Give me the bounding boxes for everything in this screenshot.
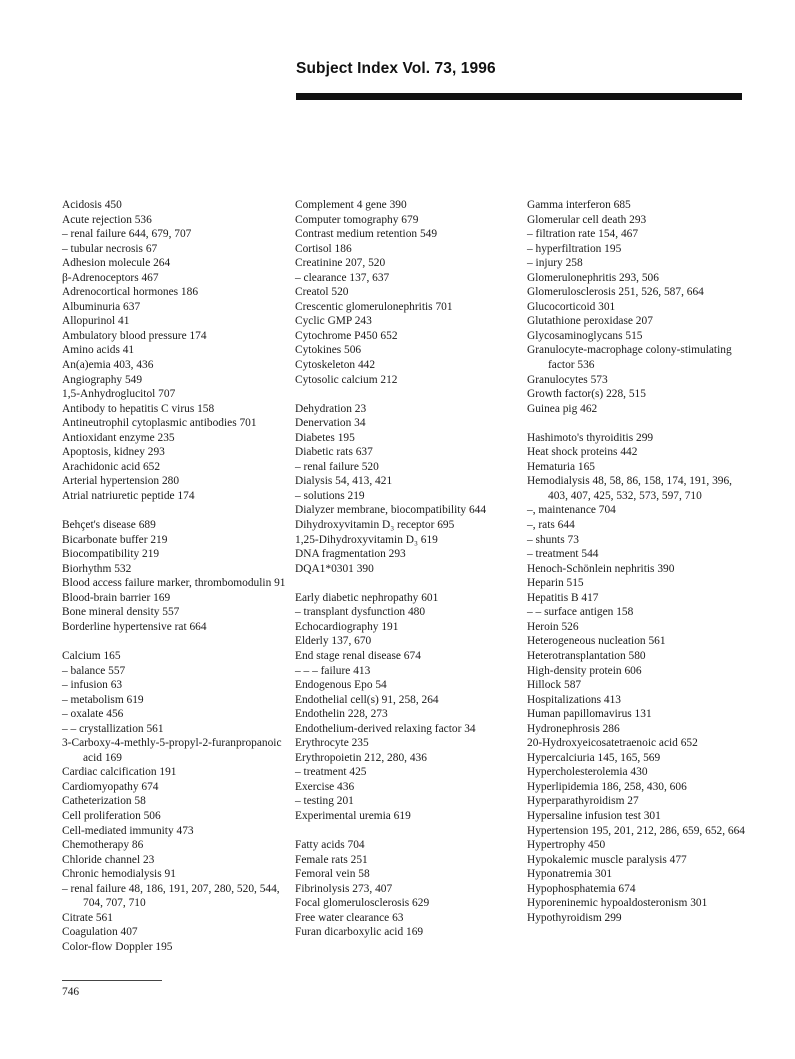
index-entry: Chronic hemodialysis 91 [62, 868, 176, 881]
index-entry: Hypophosphatemia 674 [527, 882, 636, 895]
index-entry: Hypothyroidism 299 [527, 911, 622, 924]
index-entry: Hyporeninemic hypoaldosteronism 301 [527, 897, 708, 910]
index-entry: Hypercholesterolemia 430 [527, 766, 648, 779]
index-entry: Heterogeneous nucleation 561 [527, 635, 666, 648]
index-entry: Cytochrome P450 652 [295, 329, 398, 342]
index-entry: – renal failure 48, 186, 191, 207, 280, 520, 544, 704, 707, 710 [62, 882, 280, 910]
index-entry: Antibody to hepatitis C virus 158 [62, 402, 215, 415]
index-entry: Calcium 165 [62, 649, 121, 662]
index-entry: Free water clearance 63 [295, 911, 404, 924]
index-entry: Cortisol 186 [295, 242, 352, 255]
index-entry: Cell-mediated immunity 473 [62, 824, 194, 837]
index-entry: Cyclic GMP 243 [295, 315, 372, 328]
index-entry: Cytokines 506 [295, 344, 362, 357]
index-entry: Fibrinolysis 273, 407 [295, 882, 393, 895]
index-entry: Female rats 251 [295, 853, 368, 866]
index-entry: Borderline hypertensive rat 664 [62, 620, 207, 633]
index-entry: Cell proliferation 506 [62, 809, 161, 822]
index-entry: – testing 201 [295, 795, 354, 808]
index-entry: Ambulatory blood pressure 174 [62, 329, 207, 342]
index-entry: Blood access failure marker, thrombomodulin 91 [62, 577, 286, 590]
index-entry: Human papillomavirus 131 [527, 708, 652, 721]
index-entry: β-Adrenoceptors 467 [62, 271, 159, 284]
index-entry: Glomerulonephritis 293, 506 [527, 271, 659, 284]
index-entry: Echocardiography 191 [295, 620, 399, 633]
index-entry: High-density protein 606 [527, 664, 642, 677]
index-entry: Behçet's disease 689 [62, 519, 156, 532]
index-entry: Dialyzer membrane, biocompatibility 644 [295, 504, 487, 517]
index-entry: 3-Carboxy-4-methly-5-propyl-2-furanpropanoic acid 169 [62, 737, 282, 764]
index-entry: – – – failure 413 [295, 664, 371, 677]
page-number: 746 [62, 986, 80, 998]
index-entry: DQA1*0301 390 [295, 562, 374, 575]
index-entry: Diabetic rats 637 [295, 446, 373, 459]
index-entry: Hashimoto's thyroiditis 299 [527, 431, 654, 444]
index-entry: Complement 4 gene 390 [295, 199, 407, 211]
index-entry: – solutions 219 [295, 489, 365, 502]
index-entry: Hillock 587 [527, 679, 582, 692]
index-entry: 20-Hydroxyeicosatetraenoic acid 652 [527, 737, 698, 750]
index-entry: Granulocytes 573 [527, 373, 608, 386]
index-entry: Glutathione peroxidase 207 [527, 315, 653, 328]
index-entry: Exercise 436 [295, 780, 355, 793]
index-entry: Granulocyte-macrophage colony-stimulating factor 536 [527, 344, 732, 372]
index-entry: – balance 557 [62, 664, 126, 677]
index-entry: Cardiac calcification 191 [62, 766, 177, 779]
index-entry: Cytoskeleton 442 [295, 359, 376, 372]
index-entry: 1,5-Anhydroglucitol 707 [62, 388, 176, 401]
index-entry: End stage renal disease 674 [295, 649, 421, 662]
index-entry: Acidosis 450 [62, 199, 122, 211]
index-entry: Creatol 520 [295, 286, 349, 299]
index-entry: Hypercalciuria 145, 165, 569 [527, 751, 661, 764]
index-entry: – – surface antigen 158 [527, 606, 634, 619]
index-gap [62, 634, 290, 649]
index-entry: – oxalate 456 [62, 708, 124, 721]
index-entry: An(a)emia 403, 436 [62, 359, 154, 372]
index-entry: Heat shock proteins 442 [527, 446, 638, 459]
index-entry: Allopurinol 41 [62, 315, 130, 328]
index-entry: Color-flow Doppler 195 [62, 940, 173, 953]
index-gap [295, 576, 527, 591]
index-entry: Experimental uremia 619 [295, 809, 411, 822]
index-entry: – filtration rate 154, 467 [527, 228, 639, 241]
index-entry: Adhesion molecule 264 [62, 257, 171, 270]
index-entry: Atrial natriuretic peptide 174 [62, 489, 195, 502]
index-entry: Computer tomography 679 [295, 213, 419, 226]
index-entry: – clearance 137, 637 [295, 271, 390, 284]
index-entry: Chloride channel 23 [62, 853, 155, 866]
index-entry: Contrast medium retention 549 [295, 228, 438, 241]
index-entry: Denervation 34 [295, 417, 366, 430]
index-entry: Glycosaminoglycans 515 [527, 329, 643, 342]
index-entry: Erythropoietin 212, 280, 436 [295, 751, 427, 764]
index-entry: Endogenous Epo 54 [295, 679, 387, 692]
index-entry: Heroin 526 [527, 620, 579, 633]
index-column-2 [295, 198, 527, 940]
index-entry: Creatinine 207, 520 [295, 257, 386, 270]
index-entry: – injury 258 [527, 257, 583, 270]
index-entry: Gamma interferon 685 [527, 199, 631, 211]
index-entry: Heparin 515 [527, 577, 584, 590]
index-entry: Hyperparathyroidism 27 [527, 795, 639, 808]
index-entry: Chemotherapy 86 [62, 839, 144, 852]
index-entry: –, maintenance 704 [527, 504, 616, 517]
index-entry: Hospitalizations 413 [527, 693, 621, 706]
index-entry: Early diabetic nephropathy 601 [295, 591, 439, 604]
index-gap [295, 387, 527, 402]
index-entry: Endothelial cell(s) 91, 258, 264 [295, 693, 439, 706]
index-entry: Antineutrophil cytoplasmic antibodies 701 [62, 417, 257, 430]
index-entry: – renal failure 644, 679, 707 [62, 228, 192, 241]
index-entry: Endothelium-derived relaxing factor 34 [295, 722, 476, 735]
index-entry: Glomerular cell death 293 [527, 213, 647, 226]
index-entry: Angiography 549 [62, 373, 143, 386]
index-entry: Catheterization 58 [62, 795, 146, 808]
index-entry: Citrate 561 [62, 911, 113, 924]
index-entry: Blood-brain barrier 169 [62, 591, 171, 604]
index-entry: Furan dicarboxylic acid 169 [295, 926, 424, 939]
index-entry: Fatty acids 704 [295, 839, 365, 852]
index-entry: Hypersaline infusion test 301 [527, 809, 661, 822]
index-entry: Albuminuria 637 [62, 300, 141, 313]
index-entry: – treatment 544 [527, 548, 599, 561]
index-entry: – – crystallization 561 [62, 722, 164, 735]
index-entry: Bone mineral density 557 [62, 606, 180, 619]
index-entry: Arterial hypertension 280 [62, 475, 180, 488]
index-entry: Biorhythm 532 [62, 562, 132, 575]
index-entry: Hyperlipidemia 186, 258, 430, 606 [527, 780, 687, 793]
index-entry: –, rats 644 [527, 519, 575, 532]
index-entry: Crescentic glomerulonephritis 701 [295, 300, 453, 313]
index-entry: – hyperfiltration 195 [527, 242, 622, 255]
index-entry: Heterotransplantation 580 [527, 649, 646, 662]
index-entry: Guinea pig 462 [527, 402, 598, 415]
index-entry: Hypertension 195, 201, 212, 286, 659, 652, 664 [527, 824, 745, 837]
index-entry: – renal failure 520 [295, 460, 379, 473]
index-entry: Apoptosis, kidney 293 [62, 446, 165, 459]
index-entry: Acute rejection 536 [62, 213, 152, 226]
index-entry: Hydronephrosis 286 [527, 722, 620, 735]
index-entry: Focal glomerulosclerosis 629 [295, 897, 430, 910]
index-entry: Hyponatremia 301 [527, 868, 613, 881]
index-entry: Hepatitis B 417 [527, 591, 599, 604]
title-rule [296, 93, 742, 100]
index-entry: Hemodialysis 48, 58, 86, 158, 174, 191, 396, 403, 407, 425, 532, 573, 597, 710 [527, 475, 733, 502]
index-column-1 [62, 198, 290, 954]
index-entry: Diabetes 195 [295, 431, 355, 444]
index-entry: Glucocorticoid 301 [527, 300, 616, 313]
index-entry: Coagulation 407 [62, 926, 138, 939]
index-entry: Dialysis 54, 413, 421 [295, 475, 393, 488]
index-entry: Growth factor(s) 228, 515 [527, 388, 646, 401]
index-entry: Hypertrophy 450 [527, 839, 606, 852]
index-entry: Cardiomyopathy 674 [62, 780, 159, 793]
index-entry: Glomerulosclerosis 251, 526, 587, 664 [527, 286, 704, 299]
index-entry: Bicarbonate buffer 219 [62, 533, 168, 546]
index-entry: Antioxidant enzyme 235 [62, 431, 175, 444]
index-entry: Biocompatibility 219 [62, 548, 160, 561]
index-entry: – transplant dysfunction 480 [295, 606, 426, 619]
index-entry: Adrenocortical hormones 186 [62, 286, 199, 299]
index-gap [295, 824, 527, 839]
index-entry: Dehydration 23 [295, 402, 367, 415]
index-gap [527, 416, 745, 431]
index-column-3 [527, 198, 745, 925]
index-entry: Erythrocyte 235 [295, 737, 369, 750]
index-entry: Elderly 137, 670 [295, 635, 372, 648]
index-entry: Hematuria 165 [527, 460, 596, 473]
index-entry: Endothelin 228, 273 [295, 708, 388, 721]
index-entry: 1,25-Dihydroxyvitamin D₃ 619 [295, 533, 438, 546]
footer-rule [62, 980, 162, 981]
index-entry: Femoral vein 58 [295, 868, 370, 881]
index-entry: DNA fragmentation 293 [295, 548, 406, 561]
page-title: Subject Index Vol. 73, 1996 [296, 60, 496, 77]
index-entry: – treatment 425 [295, 766, 367, 779]
index-entry: Amino acids 41 [62, 344, 135, 357]
index-entry: Henoch-Schönlein nephritis 390 [527, 562, 675, 575]
index-entry: – shunts 73 [527, 533, 579, 546]
index-entry: Dihydroxyvitamin D₃ receptor 695 [295, 519, 455, 532]
index-entry: Cytosolic calcium 212 [295, 373, 398, 386]
index-entry: Hypokalemic muscle paralysis 477 [527, 853, 687, 866]
index-entry: Arachidonic acid 652 [62, 460, 161, 473]
index-entry: – tubular necrosis 67 [62, 242, 158, 255]
index-gap [62, 503, 290, 518]
index-entry: – infusion 63 [62, 679, 123, 692]
index-entry: – metabolism 619 [62, 693, 144, 706]
